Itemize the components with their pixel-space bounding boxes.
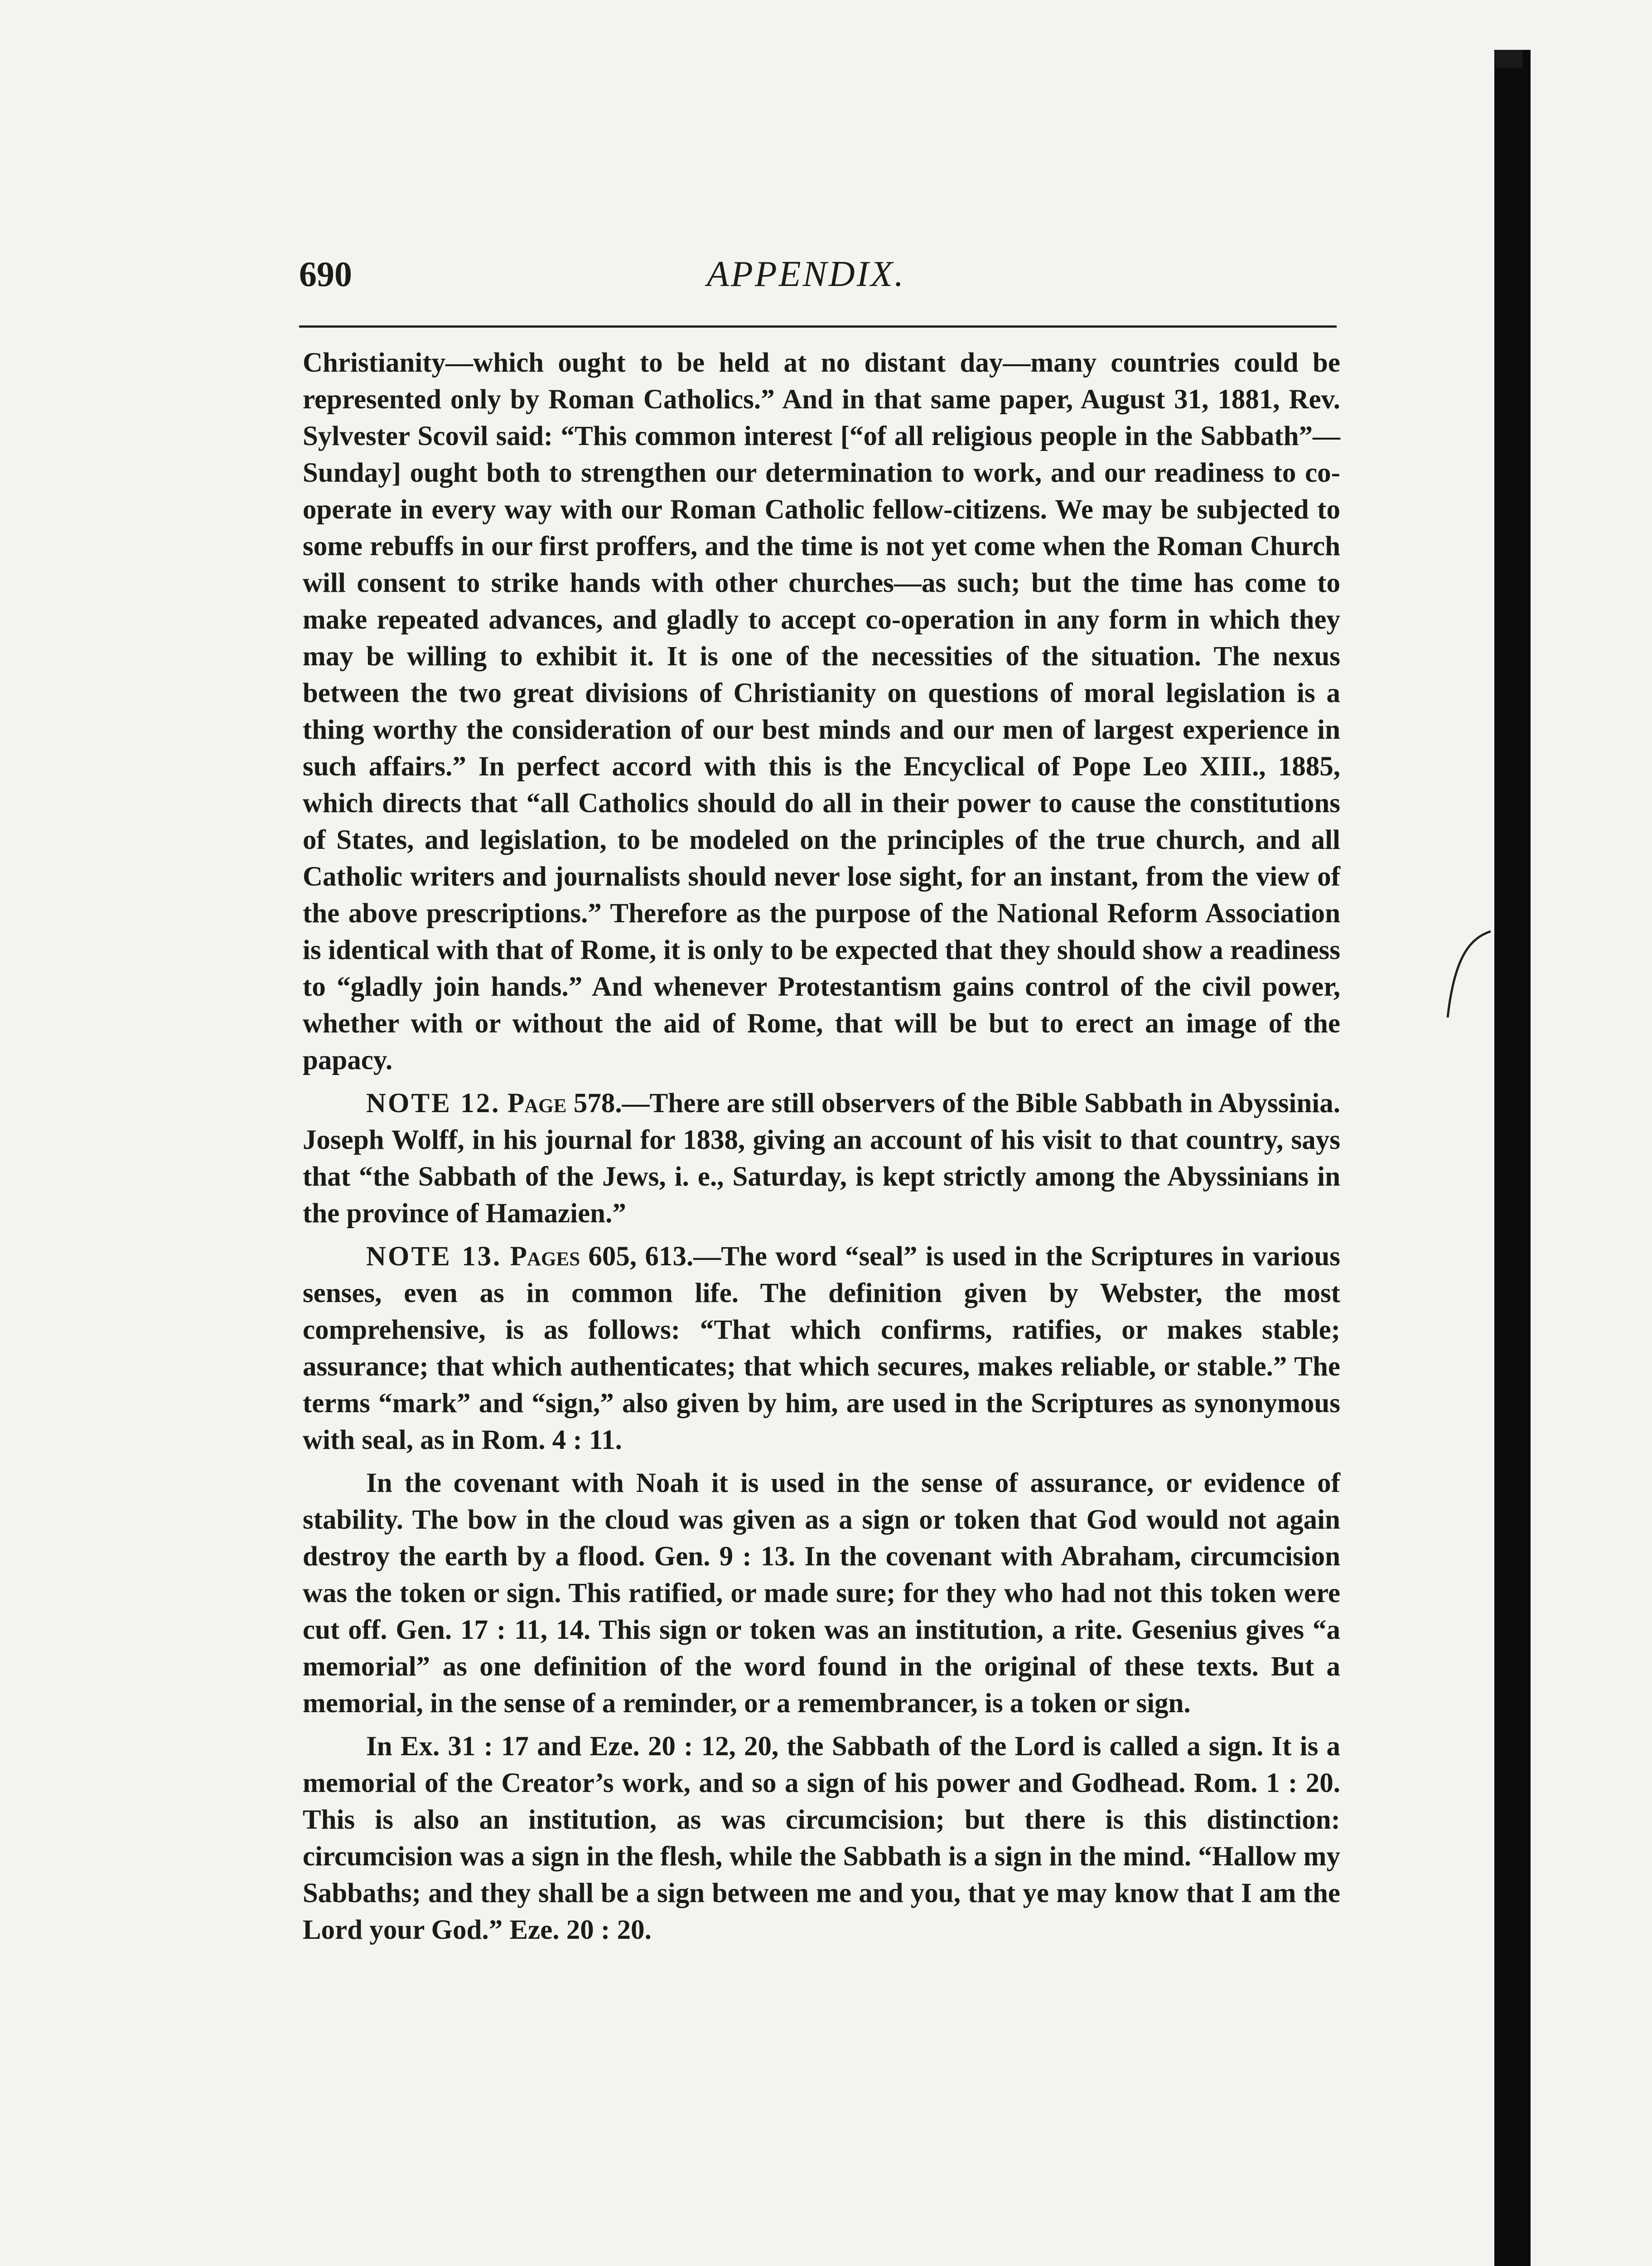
- note-page-ref: Page 578.: [507, 1088, 622, 1118]
- note-13: [303, 1238, 1340, 1458]
- page-number: 690: [299, 254, 352, 294]
- page-body: [303, 344, 1340, 1948]
- header-rule: [299, 325, 1337, 328]
- running-head: APPENDIX.: [707, 254, 906, 294]
- page-edge-shadow: [1494, 50, 1531, 2266]
- page-header: [299, 254, 1341, 308]
- note-text: —The word “seal” is used in the Scriptures in various senses, even as in common life. The definition given by Webster, the most comprehensive, is as follows: “That which confirms, ratifies, or makes stable; assurance; that which authenticates; that which secures, makes reliable, or stable.” The terms “mark” and “sign,” also given by him, are used in the Scriptures as synonymous with seal, as in Rom. 4 : 11.: [303, 1241, 1341, 1455]
- note-label: NOTE 13.: [366, 1241, 502, 1272]
- note-12: [303, 1085, 1340, 1232]
- note-label: NOTE 12.: [366, 1088, 501, 1118]
- paragraph-covenant: In the covenant with Noah it is used in the sense of assurance, or evidence of stability. The bow in the cloud was given as a sign or token that God would not again destroy the earth by a flood. Gen. 9 : 13. In the covenant with Abraham, circumcision was the token or sign. This ratified, or made sure; for they who had not this token were cut off. Gen. 17 : 11, 14. This sign or token was an institution, a rite. Gesenius gives “a memorial” as one definition of the word found in the original of these texts. But a memorial, in the sense of a reminder, or a remembrancer, is a token or sign.: [303, 1468, 1340, 1719]
- paragraph-continuation: Christianity—which ought to be held at no distant day—many countries could be represented only by Roman Catholics.” And in that same paper, August 31, 1881, Rev. Sylvester Scovil said: “This common interest [“of all religious people in the Sabbath”—Sunday] ought both to strengthen our determination to work, and our readiness to co-operate in every way with our Roman Catholic fellow-citizens. We may be subjected to some rebuffs in our first proffers, and the time is not yet come when the Roman Church will consent to strike hands with other churches—as such; but the time has come to make repeated advances, and gladly to accept co-operation in any form in which they may be willing to exhibit it. It is one of the necessities of the situation. The nexus between the two great divisions of Christianity on questions of moral legislation is a thing worthy the consideration of our best minds and our men of largest experience in such affairs.” In perfect accord with this is the Encyclical of Pope Leo XIII., 1885, which directs that “all Catholics should do all in their power to cause the constitutions of States, and legislation, to be modeled on the principles of the true church, and all Catholic writers and journalists should never lose sight, for an instant, from the view of the above prescriptions.” Therefore as the purpose of the National Reform Association is identical with that of Rome, it is only to be expected that they should show a readiness to “gladly join hands.” And whenever Protestantism gains control of the civil power, whether with or without the aid of Rome, that will be but to erect an image of the papacy.: [303, 348, 1340, 1075]
- paragraph-sabbath-sign: In Ex. 31 : 17 and Eze. 20 : 12, 20, the Sabbath of the Lord is called a sign. It is a memorial of the Creator’s work, and so a sign of his power and Godhead. Rom. 1 : 20. This is also an institution, as was circumcision; but there is this distinction: circumcision was a sign in the flesh, while the Sabbath is a sign in the mind. “Hallow my Sabbaths; and they shall be a sign between me and you, that ye may know that I am the Lord your God.” Eze. 20 : 20.: [303, 1731, 1340, 1945]
- margin-pencil-mark: [1443, 929, 1493, 1020]
- note-page-ref: Pages 605, 613.: [510, 1241, 694, 1272]
- note-text: —There are still observers of the Bible Sabbath in Abyssinia. Joseph Wolff, in his journal for 1838, giving an account of his visit to that country, says that “the Sabbath of the Jews, i. e., Saturday, is kept strictly among the Abyssinians in the province of Hamazien.”: [303, 1088, 1341, 1229]
- page-edge-notch: [1495, 50, 1522, 68]
